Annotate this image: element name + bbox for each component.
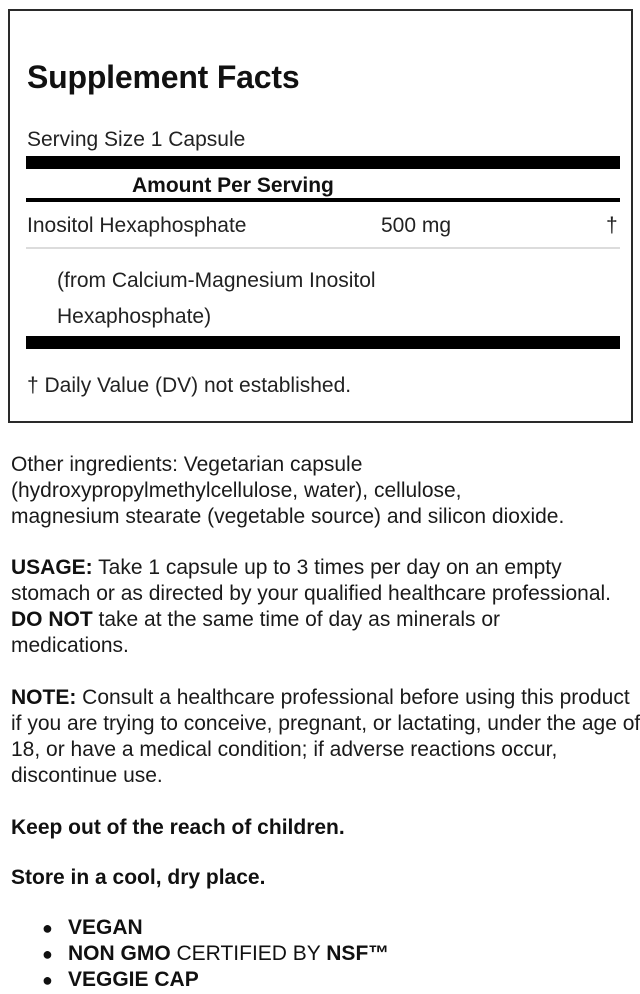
dv-footnote: † Daily Value (DV) not established. <box>27 374 352 397</box>
thick-divider <box>26 336 620 349</box>
supplement-facts-panel <box>8 9 633 423</box>
nutrient-name: Inositol Hexaphosphate <box>27 214 247 237</box>
row-divider <box>26 247 620 249</box>
bullet-icon: ● <box>42 970 53 990</box>
bullet-icon: ● <box>42 918 53 938</box>
amount-per-serving-header: Amount Per Serving <box>132 174 334 197</box>
nutrient-amount: 500 mg <box>381 214 452 237</box>
usage-text: Take 1 capsule up to 3 times per day on an empty stomach or as directed by your qualified healthcare professional. <box>11 556 611 605</box>
storage-instruction: Store in a cool, dry place. <box>11 866 266 889</box>
note-label: NOTE: <box>11 686 77 709</box>
nutrient-source-note <box>57 263 457 335</box>
note-text: Consult a healthcare professional before using this product if you are trying to conceive, pregnant, or lactating, under the age of 18, or have a medical condition; if adverse reactions occur, discontinue use. <box>11 686 640 787</box>
source-note-line: Hexaphosphate) <box>57 305 212 328</box>
product-attributes-list <box>38 915 389 993</box>
other-ingredients-line: (hydroxypropylmethylcellulose, water), cellulose, <box>11 479 462 502</box>
attribute-bold: VEGGIE CAP <box>68 968 199 991</box>
usage-label: USAGE: <box>11 556 93 579</box>
list-item <box>38 967 389 993</box>
thin-divider <box>26 198 620 202</box>
attribute-certifier: NSF™ <box>326 942 390 965</box>
children-warning: Keep out of the reach of children. <box>11 816 345 839</box>
supplement-facts-title: Supplement Facts <box>27 59 300 95</box>
usage-directions <box>11 555 623 659</box>
note-warning <box>11 685 640 789</box>
bullet-icon: ● <box>42 944 53 964</box>
thick-divider <box>26 156 620 169</box>
attribute-bold: VEGAN <box>68 916 143 939</box>
usage-text: take at the same time of day as minerals or medications. <box>11 608 501 657</box>
other-ingredients-line: magnesium stearate (vegetable source) and silicon dioxide. <box>11 505 565 528</box>
source-note-line: (from Calcium-Magnesium Inositol <box>57 269 376 292</box>
nutrient-dv-symbol: † <box>606 214 618 237</box>
attribute-normal: CERTIFIED BY <box>170 942 327 965</box>
serving-size: Serving Size 1 Capsule <box>27 128 246 151</box>
list-item <box>38 915 389 941</box>
list-item <box>38 941 389 967</box>
other-ingredients-line: Other ingredients: Vegetarian capsule <box>11 453 363 476</box>
attribute-bold: NON GMO <box>68 942 171 965</box>
other-ingredients <box>11 452 636 530</box>
usage-emphasis: DO NOT <box>11 608 93 631</box>
